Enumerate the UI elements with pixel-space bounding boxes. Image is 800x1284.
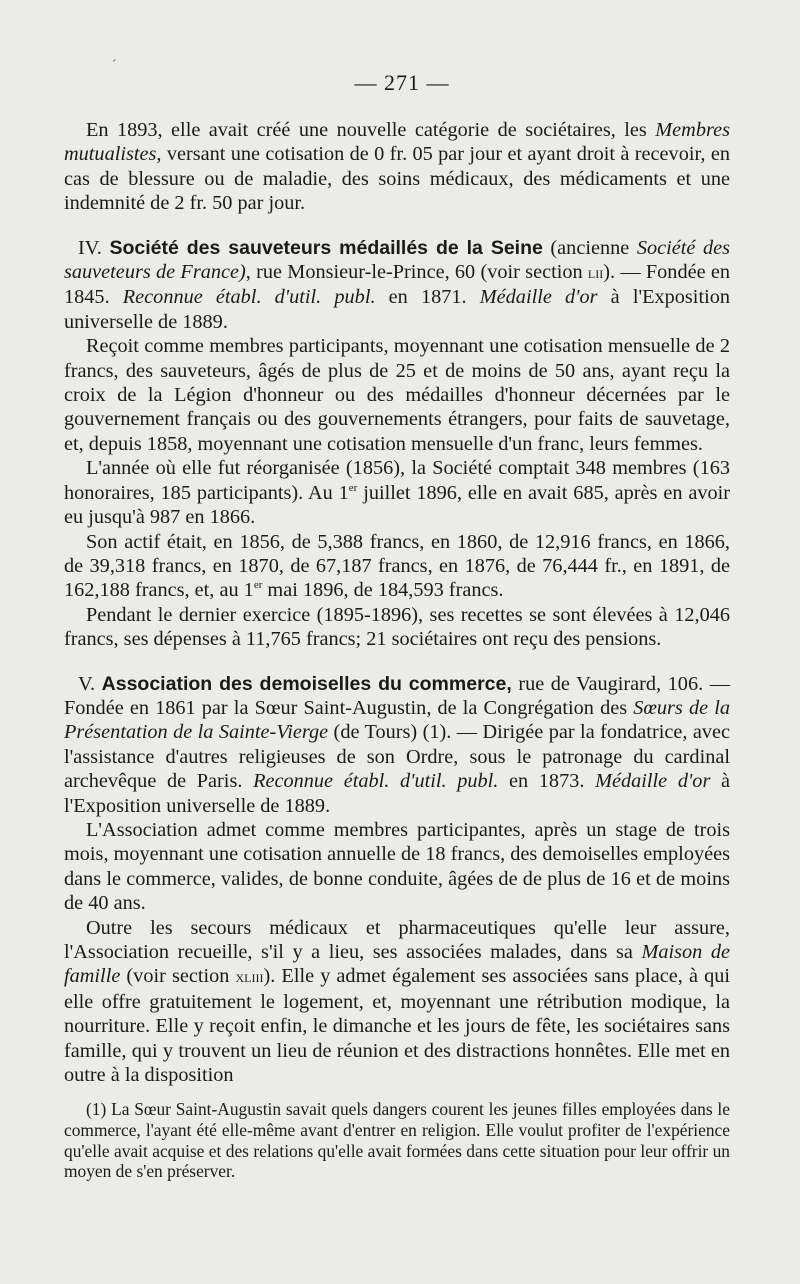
stray-mark: ´	[112, 58, 117, 73]
section-v-number: V.	[78, 672, 96, 695]
section-v-heading-paragraph: V. Association des demoiselles du commerce, rue de Vaugirard, 106. — Fondée en 1861 par la Sœur Saint-Augustin, de la Congrégation des Sœurs de la Présentation de la Sainte-Vierge (de Tours) (1). — Dirigée par la fondatrice, avec l'assistance d'autres religieuses de son Ordre, sous le patronage du cardinal archevêque de Paris. Reconnue établ. d'util. publ. en 1873. Médaille d'or à l'Exposition universelle de 1889.	[64, 672, 730, 817]
section-iv-title: Société des sauveteurs médaillés de la Seine	[109, 236, 543, 259]
footnotes	[64, 1099, 730, 1181]
paragraph-association-admet: L'Association admet comme membres participantes, après un stage de trois mois, moyennant une cotisation annuelle de 18 francs, des demoiselles employées dans le commerce, valides, de bonne conduite, âgées de de plus de 16 et de moins de 40 ans.	[64, 818, 730, 915]
section-v-title: Association des demoiselles du commerce,	[101, 672, 512, 695]
paragraph-outre-les-secours: Outre les secours médicaux et pharmaceutiques qu'elle leur assure, l'Association recueille, s'il y a lieu, ses associées malades, dans sa Maison de famille (voir section xliii). Elle y admet également ses associées sans place, à qui elle offre gratuitement le logement, et, moyennant une rétribution modique, la nourriture. Elle y reçoit enfin, le dimanche et les jours de fête, les sociétaires sans famille, qui y trouvent un lieu de réunion et des distractions honnêtes. Elle met en outre à la disposition	[64, 916, 730, 1087]
paragraph-dernier-exercice: Pendant le dernier exercice (1895-1896), ses recettes se sont élevées à 12,046 francs, ses dépenses à 11,765 francs; 21 sociétaires ont reçu des pensions.	[64, 603, 730, 651]
paragraph-membres-mutualistes: En 1893, elle avait créé une nouvelle catégorie de sociétaires, les Membres mutualistes, versant une cotisation de 0 fr. 05 par jour et ayant droit à recevoir, en cas de blessure ou de maladie, des soins médicaux, des médicaments et une indemnité de 2 fr. 50 par jour.	[64, 119, 730, 215]
section-iv-number: IV.	[78, 236, 102, 259]
footnote-1: (1) La Sœur Saint-Augustin savait quels dangers courent les jeunes filles employées dans le commerce, l'ayant été elle-même avant d'entrer en religion. Elle voulut profiter de l'expérience qu'elle avait acquise et des relations qu'elle avait formées dans cette situation pour leur offrir un moyen de s'en préserver.	[64, 1099, 730, 1182]
paragraph-annee-reorganisee: L'année où elle fut réorganisée (1856), la Société comptait 348 membres (163 honoraires, 185 participants). Au 1er juillet 1896, elle en avait 685, après en avoir eu jusqu'à 987 en 1866.	[64, 457, 730, 529]
paragraph-actif: Son actif était, en 1856, de 5,388 francs, en 1860, de 12,916 francs, en 1866, de 39,318 francs, en 1870, de 67,187 francs, en 1876, de 76,444 fr., en 1891, de 162,188 francs, et, au 1er mai 1896, de 184,593 francs.	[64, 530, 730, 602]
page-number: — 271 —	[354, 70, 450, 95]
section-iv-heading-paragraph: IV. Société des sauveteurs médaillés de la Seine (ancienne Société des sauveteurs de France), rue Monsieur-le-Prince, 60 (voir section lii). — Fondée en 1845. Reconnue établ. d'util. publ. en 1871. Médaille d'or à l'Exposition universelle de 1889.	[64, 236, 731, 333]
paragraph-recoit: Reçoit comme membres participants, moyennant une cotisation mensuelle de 2 francs, des sauveteurs, âgés de plus de 25 et de moins de 50 ans, ayant reçu la croix de la Légion d'honneur ou des médailles d'honneur décernées par le gouvernement français ou des gouvernements étrangers, pour faits de sauvetage, et, depuis 1858, moyennant une cotisation mensuelle d'un franc, leurs femmes.	[64, 335, 730, 455]
